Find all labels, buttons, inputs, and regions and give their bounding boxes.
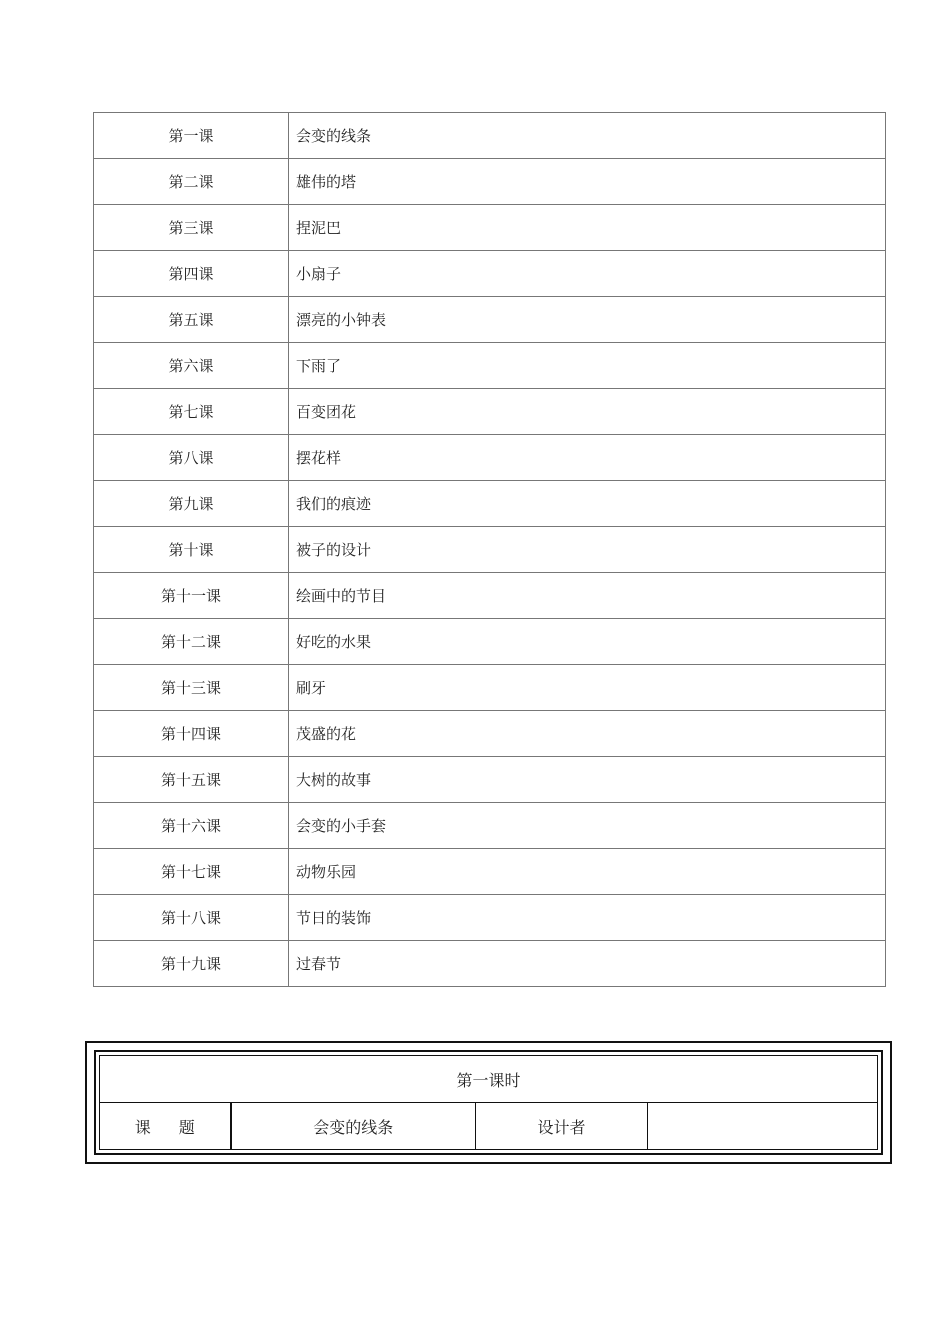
- lesson-title: 动物乐园: [289, 849, 886, 895]
- lesson-number: 第十四课: [94, 711, 289, 757]
- lesson-title: 漂亮的小钟表: [289, 297, 886, 343]
- lesson-number: 第六课: [94, 343, 289, 389]
- lesson-number: 第十六课: [94, 803, 289, 849]
- topic-label: [100, 1103, 231, 1150]
- lesson-title: 绘画中的节目: [289, 573, 886, 619]
- designer-value: [648, 1103, 878, 1150]
- lesson-title: 茂盛的花: [289, 711, 886, 757]
- table-row: [94, 895, 886, 941]
- lesson-title: 过春节: [289, 941, 886, 987]
- table-row: [94, 757, 886, 803]
- lesson-number: 第十课: [94, 527, 289, 573]
- lesson-number: 第二课: [94, 159, 289, 205]
- lesson-number: 第一课: [94, 113, 289, 159]
- lesson-number: 第十三课: [94, 665, 289, 711]
- topic-label-char: 题: [178, 1117, 195, 1137]
- lesson-number: 第四课: [94, 251, 289, 297]
- lesson-number: 第八课: [94, 435, 289, 481]
- table-row: [94, 435, 886, 481]
- designer-label: 设计者: [476, 1103, 648, 1150]
- table-row: [94, 297, 886, 343]
- lesson-number: 第十七课: [94, 849, 289, 895]
- table-row: [94, 711, 886, 757]
- topic-label-char: 课: [134, 1117, 151, 1137]
- lesson-title: 小扇子: [289, 251, 886, 297]
- lesson-number: 第十一课: [94, 573, 289, 619]
- lesson-number: 第十五课: [94, 757, 289, 803]
- lesson-title: 会变的小手套: [289, 803, 886, 849]
- table-row: [100, 1056, 878, 1103]
- lesson-plan-table: [99, 1055, 878, 1150]
- table-row: [94, 343, 886, 389]
- table-row: [94, 803, 886, 849]
- lesson-plan-frame: [85, 1041, 892, 1164]
- lesson-number: 第十八课: [94, 895, 289, 941]
- table-row: [94, 113, 886, 159]
- lesson-number: 第三课: [94, 205, 289, 251]
- lesson-title: 好吃的水果: [289, 619, 886, 665]
- table-row: [94, 849, 886, 895]
- lesson-number: 第七课: [94, 389, 289, 435]
- table-row: [94, 251, 886, 297]
- lesson-title: 捏泥巴: [289, 205, 886, 251]
- lesson-title: 雄伟的塔: [289, 159, 886, 205]
- lesson-plan-heading: 第一课时: [100, 1056, 878, 1103]
- lesson-title: 下雨了: [289, 343, 886, 389]
- lesson-title: 节日的装饰: [289, 895, 886, 941]
- table-row: [94, 205, 886, 251]
- lesson-title: 大树的故事: [289, 757, 886, 803]
- lesson-title: 我们的痕迹: [289, 481, 886, 527]
- table-row: [94, 619, 886, 665]
- table-row: [94, 665, 886, 711]
- lesson-number: 第五课: [94, 297, 289, 343]
- lesson-number: 第十二课: [94, 619, 289, 665]
- lesson-title: 刷牙: [289, 665, 886, 711]
- lesson-number: 第九课: [94, 481, 289, 527]
- lesson-plan-inner-frame: [94, 1050, 883, 1155]
- lesson-title: 摆花样: [289, 435, 886, 481]
- lesson-list-table: [93, 112, 886, 987]
- topic-value: 会变的线条: [231, 1103, 476, 1150]
- lesson-number: 第十九课: [94, 941, 289, 987]
- table-row: [94, 527, 886, 573]
- table-row: [100, 1103, 878, 1150]
- lesson-title: 会变的线条: [289, 113, 886, 159]
- lesson-title: 百变团花: [289, 389, 886, 435]
- table-row: [94, 159, 886, 205]
- table-row: [94, 389, 886, 435]
- lesson-title: 被子的设计: [289, 527, 886, 573]
- table-row: [94, 481, 886, 527]
- lesson-list-body: [94, 113, 886, 987]
- table-row: [94, 941, 886, 987]
- table-row: [94, 573, 886, 619]
